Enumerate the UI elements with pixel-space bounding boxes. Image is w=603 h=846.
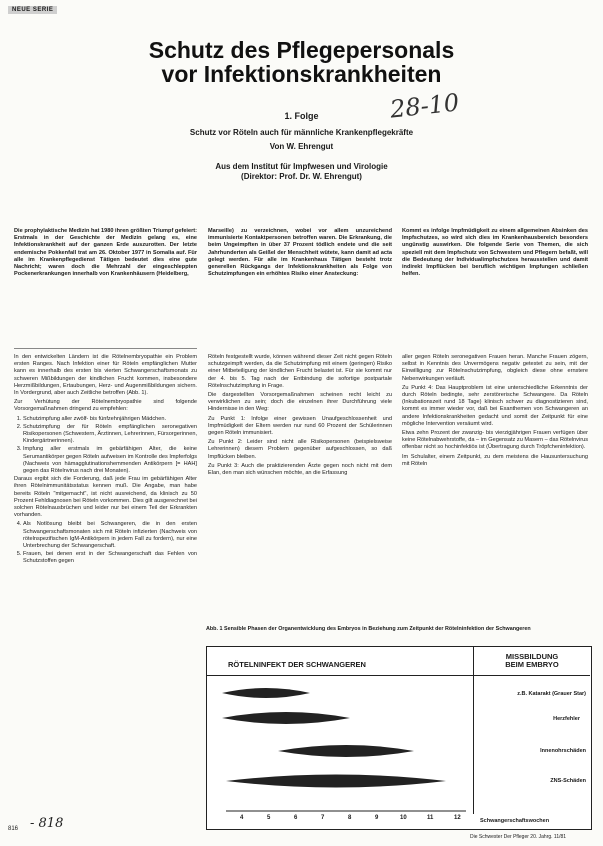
list-item: 1. Schutzimpfung aller zwölf- bis fünfzehnjährigen Mädchen.: [23, 416, 197, 423]
paragraph: Daraus ergibt sich die Forderung, daß jede Frau im gebärfähigen Alter ihren Rötelnimmunitätsstatus kennen muß. Die Angabe, man habe bereits Röteln "mitgemacht", ist nicht ausreichend, da klinisch zu 50 Prozent Fehldiagnosen bei Röteln vorkommen. Dies gilt ausgerechnet bei solchen Rötelnausbrüchen und leider nur bei einem Teil der Erkrankten vorhanden.: [14, 476, 197, 519]
author-line: Von W. Ehrengut: [269, 142, 334, 151]
tick-labels: [222, 815, 472, 824]
figure-caption: Abb. 1 Sensible Phasen der Organentwicklung des Embryos in Beziehung zum Zeitpunkt der Rötelninfektion der Schwangeren: [206, 626, 531, 632]
title-line-2: vor Infektionskrankheiten: [161, 61, 442, 87]
divider: [14, 348, 197, 349]
col3-body: [402, 354, 588, 618]
figure-left-heading: RÖTELNINFEKT DER SCHWANGEREN: [228, 660, 366, 669]
paragraph: Zu Punkt 3: Auch die praktizierenden Ärzte gegen noch nicht mit dem Elan, den man sich wünschen möchte, an die Erfassung: [208, 462, 392, 477]
row-label-cns: ZNS-Schäden: [550, 778, 586, 784]
institute-block: [0, 162, 603, 182]
row-label-cataract: z.B. Katarakt (Grauer Star): [517, 691, 586, 697]
phase-bar-cns: [226, 775, 446, 788]
page-title: [40, 38, 563, 86]
handwritten-page-number: - 818: [30, 816, 64, 831]
row-label-inner-ear: Innenohrschäden: [540, 748, 586, 754]
row-label-heart: Herzfehler: [553, 716, 580, 722]
section-tag: NEUE SERIE: [8, 6, 57, 14]
x-axis-label: Schwangerschaftswochen: [480, 818, 550, 824]
article-subtitle: Schutz vor Röteln auch für männliche Krankenpflegekräfte: [189, 128, 414, 137]
tick-label: 10: [400, 815, 407, 821]
tick-label: 7: [321, 815, 325, 821]
measures-list-continued: [14, 521, 197, 565]
phase-bar-inner-ear: [278, 745, 414, 757]
right-heading-line-1: MISSBILDUNG: [505, 652, 559, 661]
paragraph: Zur Verhütung der Rötelnembryopathie sind folgende Vorsorgemaßnahmen dringend zu empfehlen:: [14, 399, 197, 413]
paragraph: Etwa zehn Prozent der zwanzig- bis vierzigjährigen Frauen verfügen über keine Rötelnabwehrstoffe, da – im Gegensatz zu Masern – das Rötelnvirus offenbar nicht so hochinfektiös ist (Übertragung durch Tröpfcheninfektion).: [402, 430, 588, 451]
paragraph: In den entwickelten Ländern ist die Rötelnembryopathie ein Problem ersten Ranges. Nach Infektion einer für Röteln empfänglichen Mutter kann es innerhalb des ersten bis vierten Schwangerschaftsmonats zu schweren Mißbildungen der kindlichen Frucht kommen, insbesondere Herzmißbildungen, Ertaubungen, Herz- und Augenmißbildungen sichern. In Vordergrund, aber auch Zeitliche betroffen (Abb. 1).: [14, 354, 197, 397]
phase-bar-cataract: [222, 688, 310, 698]
title-line-1: Schutz des Pflegepersonals: [148, 37, 455, 63]
col3-intro: Kommt es infolge Impfmüdigkeit zu einem allgemeinen Absinken des Impfschutzes, so wird sich dies im Krankenhausbereich besonders ungünstig auswirken. Die folgende Serie von Themen, die sich speziell mit dem Impfschutz von Schwestern und Pflegern befaßt, will die Bedeutung der Individualimpfschutzes herausstellen und damit indirekt Impflücken bei beruflich wichtigen Impfungen schließen helfen.: [402, 228, 588, 278]
list-item: 4. Als Notlösung bleibt bei Schwangeren, die in den ersten Schwangerschaftsmonaten sich mit Röteln infizierten (Nachweis von rötelnspezifischen IgM-Antikörpern in jedem Fall zu fordern), nur eine Unterbrechung der Schwangerschaft.: [23, 521, 197, 550]
journal-footer: Die Schwester Der Pfleger 20. Jahrg. 11/81: [470, 834, 567, 840]
tick-label: 6: [294, 815, 298, 821]
phase-bar-heart: [222, 712, 350, 724]
list-item: 5. Frauen, bei denen erst in der Schwangerschaft das Fehlen von Schutzstoffen gegen: [23, 551, 197, 565]
list-item: 2. Schutzimpfung der für Röteln empfänglichen seronegativen Risikopersonen (Schwestern, Ärztinnen, Lehrerinnen, Fürsorgerinnen, Kindergärtnerinnen).: [23, 424, 197, 446]
institute-line-2: (Direktor: Prof. Dr. W. Ehrengut): [241, 172, 362, 181]
paragraph: Zu Punkt 2: Leider sind nicht alle Risikopersonen (beispielsweise Lehrerinnen) diesem Problem gegenüber aufgeschlossen, so daß Impflücken bleiben.: [208, 439, 392, 460]
tick-label: 12: [454, 815, 461, 821]
tick-label: 11: [427, 815, 434, 821]
tick-label: 5: [267, 815, 271, 821]
col2-body: [208, 354, 392, 618]
col1-body: [14, 354, 197, 816]
series-part: 1. Folge: [284, 111, 319, 121]
list-item: 3. Impfung aller erstmals im gebärfähigen Alter, die keine Serumantikörper gegen Röteln aufweisen im Kontrolle des Impferfolgs (Nachweis von hämagglutinationshemmenden Antikörpern [= HAH] gegen das Rötelnvirus nach drei Monaten).: [23, 446, 197, 475]
tick-label: 9: [375, 815, 379, 821]
handwritten-annotation: 28-10: [388, 88, 461, 124]
figure-right-heading: [476, 653, 588, 669]
paragraph: Im Schulalter, einem Zeitpunkt, zu dem meistens die Hausuntersuchung mit Röteln: [402, 453, 588, 467]
paragraph: Röteln festgestellt wurde, können während dieser Zeit nicht gegen Röteln schutzgeimpft werden, da die Schutzimpfung mit einem (geringen) Risiko einer Mitbeteiligung der kindlichen Frucht belastet ist. Für sie kommt nur der 4. bis 5. Tag nach der Entbindung die sofortige postpartale Rötelnschutzimpfung in Frage.: [208, 354, 392, 389]
phase-bars: [206, 676, 474, 816]
paragraph: aller gegen Röteln seronegativen Frauen heran. Manche Frauen zögern, selbst in Kenntnis des Unvermögens negativ getestet zu sein, mit der Einwilligung zur Rötelnschutzimpfung, obgleich diese ohne ernstere Nebenwirkungen verläuft.: [402, 354, 588, 382]
paragraph: Die dargestellten Vorsorgemaßnahmen scheinen recht leicht zu verwirklichen zu sein; doch die einzelnen ihrer Durchführung viele Hindernisse in den Weg:: [208, 392, 392, 413]
measures-list: [14, 416, 197, 476]
paragraph: Zu Punkt 4: Das Hauptproblem ist eine unterschiedliche Erkenntnis der durch Röteln bedingte, sehr zerstörerische Schwangere. Da Röteln (Inkubationszeit rund 18 Tage) klinisch schwer zu diagnostizieren sind, kommt es immer wieder vor, daß bei Exanthemen von Schwangeren an andere Infektionskrankheiten gedacht und somit der Zeitpunkt für eine mögliche Intervention versäumt wird.: [402, 384, 588, 427]
right-heading-line-2: BEIM EMBRYO: [505, 660, 559, 669]
page-number: 816: [8, 826, 19, 832]
col2-intro: Marseille) zu verzeichnen, wobei vor allem unzureichend immunisierte Kontaktpersonen betroffen waren. Die Erkrankung, die beim Ungeimpften in über 37 Prozent tödlich endete und die seit Jahrhunderten als Geißel der Menschheit wütete, kann damit ad acta gelegt werden. Für alle im Krankenhaus Tätigen besteht trotz generellen Rückgangs der Infektionskrankheiten als Folge von Schutzimpfungen ein erhöhtes Risiko einer Ansteckung:: [208, 228, 392, 278]
institute-line-1: Aus dem Institut für Impfwesen und Virologie: [215, 162, 388, 171]
col1-intro: Die prophylaktische Medizin hat 1980 ihren größten Triumpf gefeiert: Erstmals in der Geschichte der Medizin gelang es, eine Infektionskrankheit auf der ganzen Erde auszurotten. Der letzte endemische Pokkenfall trat am 26. Oktober 1977 in Somalia auf. Für alle im Krankenpflegedienst Tätigen bedeutet dies eine gute Nachricht; waren doch die Mehrzahl der eingeschleppten Pockenerkrankungen innerhalb von Krankenhäusern (Heidelberg,: [14, 228, 197, 278]
tick-label: 4: [240, 815, 244, 821]
tick-label: 8: [348, 815, 352, 821]
paragraph: Zu Punkt 1: Infolge einer gewissen Unaufgeschlossenheit und Impfmüdigkeit der Eltern werden nur rund 60 Prozent der Schülerinnen gegen Röteln immunisiert.: [208, 415, 392, 437]
